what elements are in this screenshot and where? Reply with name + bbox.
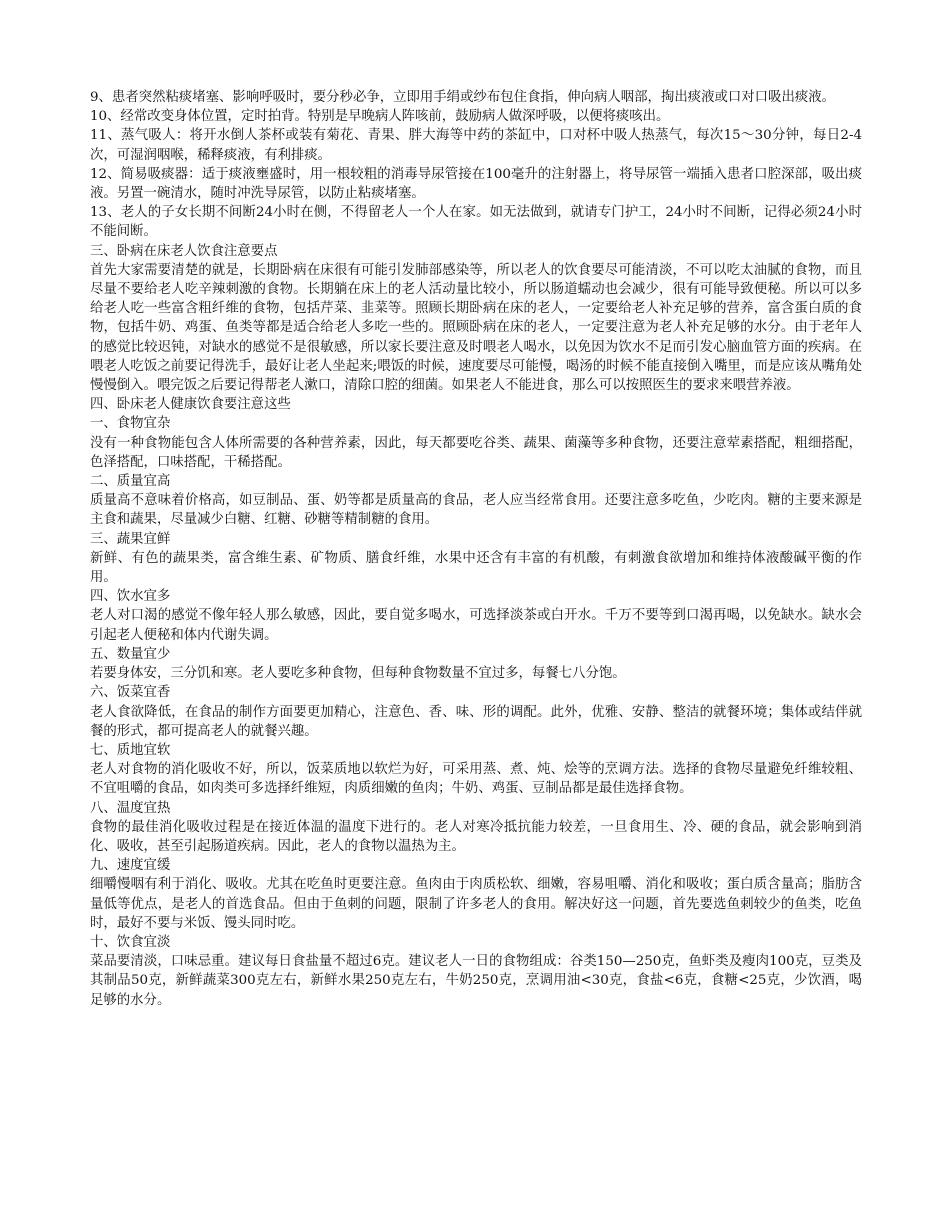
section-heading-healthy-diet: 四、卧床老人健康饮食要注意这些 [90, 397, 291, 413]
paragraph-speed: 细嚼慢咽有利于消化、吸收。尤其在吃鱼时更要注意。鱼肉由于肉质松软、细嫩，容易咀嚼、消化和吸收；蛋白质含量高；脂肪含量低等优点，是老人的首选食品。但由于鱼刺的问题，限制了许多老人的食用。解决好这一问题，首先要选鱼刺较少的鱼类，吃鱼时，最好不要与米饭、馒头同时吃。 [90, 877, 862, 931]
subheading-fresh-produce: 三、蔬果宜鲜 [90, 531, 171, 547]
subheading-texture: 七、质地宜软 [90, 742, 171, 758]
subheading-water: 四、饮水宜多 [90, 589, 171, 605]
paragraph-fresh-produce: 新鲜、有色的蔬果类，富含维生素、矿物质、膳食纤维，水果中还含有丰富的有机酸，有刺激食欲增加和维持体液酸碱平衡的作用。 [90, 550, 862, 586]
subheading-quality: 二、质量宜高 [90, 474, 171, 490]
paragraph-light-diet: 菜品要清淡，口味忌重。建议每日食盐量不超过6克。建议老人一日的食物组成：谷类150—250克，鱼虾类及瘦肉100克，豆类及其制品50克，新鲜蔬菜300克左右，新鲜水果250克左右，牛奶250克，烹调用油<30克，食盐<6克，食糖<25克，少饮酒，喝足够的水分。 [90, 954, 862, 1008]
paragraph-quality: 质量高不意味着价格高，如豆制品、蛋、奶等都是质量高的食品，老人应当经常食用。还要注意多吃鱼，少吃肉。糖的主要来源是主食和蔬果，尽量减少白糖、红糖、砂糖等精制糖的食用。 [90, 493, 862, 528]
paragraph-aroma: 老人食欲降低，在食品的制作方面要更加精心，注意色、香、味、形的调配。此外，优雅、安静、整洁的就餐环境；集体或结伴就餐的形式，都可提高老人的就餐兴趣。 [90, 704, 862, 739]
paragraph-item-13: 13、老人的子女长期不间断24小时在侧，不得留老人一个人在家。如无法做到，就请专门护工，24小时不间断，记得必须24小时不能间断。 [90, 205, 862, 240]
paragraph-item-9: 9、患者突然粘痰堵塞、影响呼吸时，要分秒必争，立即用手绢或纱布包住食指，伸向病人咽部，掏出痰液或口对口吸出痰液。 [90, 90, 835, 105]
paragraph-water: 老人对口渴的感觉不像年轻人那么敏感，因此，要自觉多喝水，可选择淡茶或白开水。千万不要等到口渴再喝，以免缺水。缺水会引起老人便秘和体内代谢失调。 [90, 608, 862, 643]
subheading-speed: 九、速度宜缓 [90, 858, 171, 874]
section-heading-diet-points: 三、卧病在床老人饮食注意要点 [90, 243, 278, 259]
subheading-variety: 一、食物宜杂 [90, 416, 171, 432]
paragraph-item-12: 12、简易吸痰器：适于痰液壅盛时，用一根较粗的消毒导尿管接在100毫升的注射器上，将导尿管一端插入患者口腔深部，吸出痰液。另置一碗清水，随时冲洗导尿管，以防止粘痰堵塞。 [90, 166, 862, 202]
paragraph-item-10: 10、经常改变身体位置，定时拍背。特别是早晚病人阵咳前，鼓励病人做深呼吸，以便将痰咳出。 [90, 109, 670, 125]
subheading-temperature: 八、温度宜热 [90, 800, 171, 816]
subheading-quantity: 五、数量宜少 [90, 646, 171, 662]
subheading-light-diet: 十、饮食宜淡 [90, 934, 171, 950]
subheading-aroma: 六、饭菜宜香 [90, 685, 171, 701]
paragraph-quantity: 若要身体安，三分饥和寒。老人要吃多种食物，但每种食物数量不宜过多，每餐七八分饱。 [90, 666, 626, 682]
paragraph-texture: 老人对食物的消化吸收不好，所以，饭菜质地以软烂为好，可采用蒸、煮、炖、烩等的烹调方法。选择的食物尽量避免纤维较粗、不宜咀嚼的食品，如肉类可多选择纤维短，肉质细嫩的鱼肉；牛奶、鸡蛋、豆制品都是最佳选择食物。 [90, 762, 862, 797]
paragraph-temperature: 食物的最佳消化吸收过程是在接近体温的温度下进行的。老人对寒冷抵抗能力较差，一旦食用生、冷、硬的食品，就会影响到消化、吸收，甚至引起肠道疾病。因此，老人的食物以温热为主。 [90, 819, 862, 854]
document-body [90, 88, 862, 1010]
paragraph-variety: 没有一种食物能包含人体所需要的各种营养素，因此，每天都要吃谷类、蔬果、菌藻等多种食物，还要注意荤素搭配，粗细搭配，色泽搭配，口味搭配，干稀搭配。 [90, 435, 862, 470]
paragraph-diet-points: 首先大家需要清楚的就是，长期卧病在床很有可能引发肺部感染等，所以老人的饮食要尽可能清淡，不可以吃太油腻的食物，而且尽量不要给老人吃辛辣刺激的食物。长期躺在床上的老人活动量比较小，所以肠道蠕动也会减少，很有可能导致便秘。所以可以多给老人吃一些富含粗纤维的食物，包括芹菜、韭菜等。照顾长期卧病在床的老人，一定要给老人补充足够的营养，富含蛋白质的食物，包括牛奶、鸡蛋、鱼类等都是适合给老人多吃一些的。照顾卧病在床的老人，一定要注意为老人补充足够的水分。由于老年人的感觉比较迟钝，对缺水的感觉不是很敏感，所以家长要注意及时喂老人喝水，以免因为饮水不足而引发心脑血管方面的疾病。在喂老人吃饭之前要记得洗手，最好让老人坐起来;喂饭的时候，速度要尽可能慢，喝汤的时候不能直接倒入嘴里，而是应该从嘴角处慢慢倒入。喂完饭之后要记得帮老人漱口，清除口腔的细菌。如果老人不能进食，那么可以按照医生的要求来喂营养液。 [90, 262, 862, 394]
paragraph-item-11: 11、蒸气吸人：将开水倒人茶杯或装有菊花、青果、胖大海等中药的茶缸中，口对杯中吸人热蒸气，每次15～30分钟，每日2-4次，可湿润咽喉，稀释痰液，有利排痰。 [90, 128, 862, 163]
